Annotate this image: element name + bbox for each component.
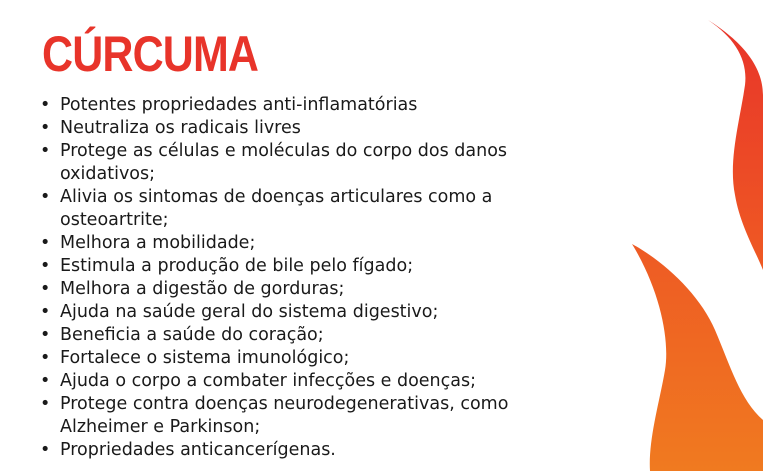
list-item bbox=[40, 140, 600, 186]
bullet-icon: • bbox=[40, 371, 51, 391]
list-item bbox=[40, 278, 600, 301]
bullet-icon: • bbox=[40, 279, 51, 299]
bullet-icon: • bbox=[40, 302, 51, 322]
list-item bbox=[40, 117, 600, 140]
bullet-icon: • bbox=[40, 141, 51, 161]
list-item bbox=[40, 232, 600, 255]
list-item-text: Potentes propriedades anti-inflamatórias bbox=[60, 95, 418, 115]
list-item bbox=[40, 324, 600, 347]
list-item-text: Propriedades anticancerígenas. bbox=[60, 440, 336, 460]
page-title: CÚRCUMA bbox=[42, 26, 259, 82]
benefits-list bbox=[40, 94, 600, 462]
flame-bottom-icon bbox=[632, 244, 763, 471]
list-item bbox=[40, 439, 600, 462]
list-item bbox=[40, 301, 600, 324]
list-item-text: Ajuda na saúde geral do sistema digestivo; bbox=[60, 302, 439, 322]
list-item bbox=[40, 393, 600, 439]
list-item bbox=[40, 370, 600, 393]
list-item-text: Estimula a produção de bile pelo fígado; bbox=[60, 256, 414, 276]
list-item bbox=[40, 347, 600, 370]
list-item-text: Ajuda o corpo a combater infecções e doenças; bbox=[60, 371, 477, 391]
list-item bbox=[40, 94, 600, 117]
list-item-text: Fortalece o sistema imunológico; bbox=[60, 348, 350, 368]
list-item-text: Neutraliza os radicais livres bbox=[60, 118, 301, 138]
bullet-icon: • bbox=[40, 233, 51, 253]
bullet-icon: • bbox=[40, 118, 51, 138]
bullet-icon: • bbox=[40, 325, 51, 345]
bullet-icon: • bbox=[40, 256, 51, 276]
list-item-text: Protege contra doenças neurodegenerativas, como Alzheimer e Parkinson; bbox=[60, 394, 509, 437]
bullet-icon: • bbox=[40, 440, 51, 460]
list-item-text: Beneficia a saúde do coração; bbox=[60, 325, 324, 345]
list-item bbox=[40, 255, 600, 278]
list-item-text: Melhora a mobilidade; bbox=[60, 233, 256, 253]
flame-top-icon bbox=[708, 20, 763, 270]
list-item-text: Melhora a digestão de gorduras; bbox=[60, 279, 345, 299]
bullet-icon: • bbox=[40, 394, 51, 414]
list-item bbox=[40, 186, 600, 232]
list-item-text: Alivia os sintomas de doenças articulares como a osteoartrite; bbox=[60, 187, 493, 230]
list-item-text: Protege as células e moléculas do corpo dos danos oxidativos; bbox=[60, 141, 508, 184]
bullet-icon: • bbox=[40, 187, 51, 207]
bullet-icon: • bbox=[40, 95, 51, 115]
bullet-icon: • bbox=[40, 348, 51, 368]
